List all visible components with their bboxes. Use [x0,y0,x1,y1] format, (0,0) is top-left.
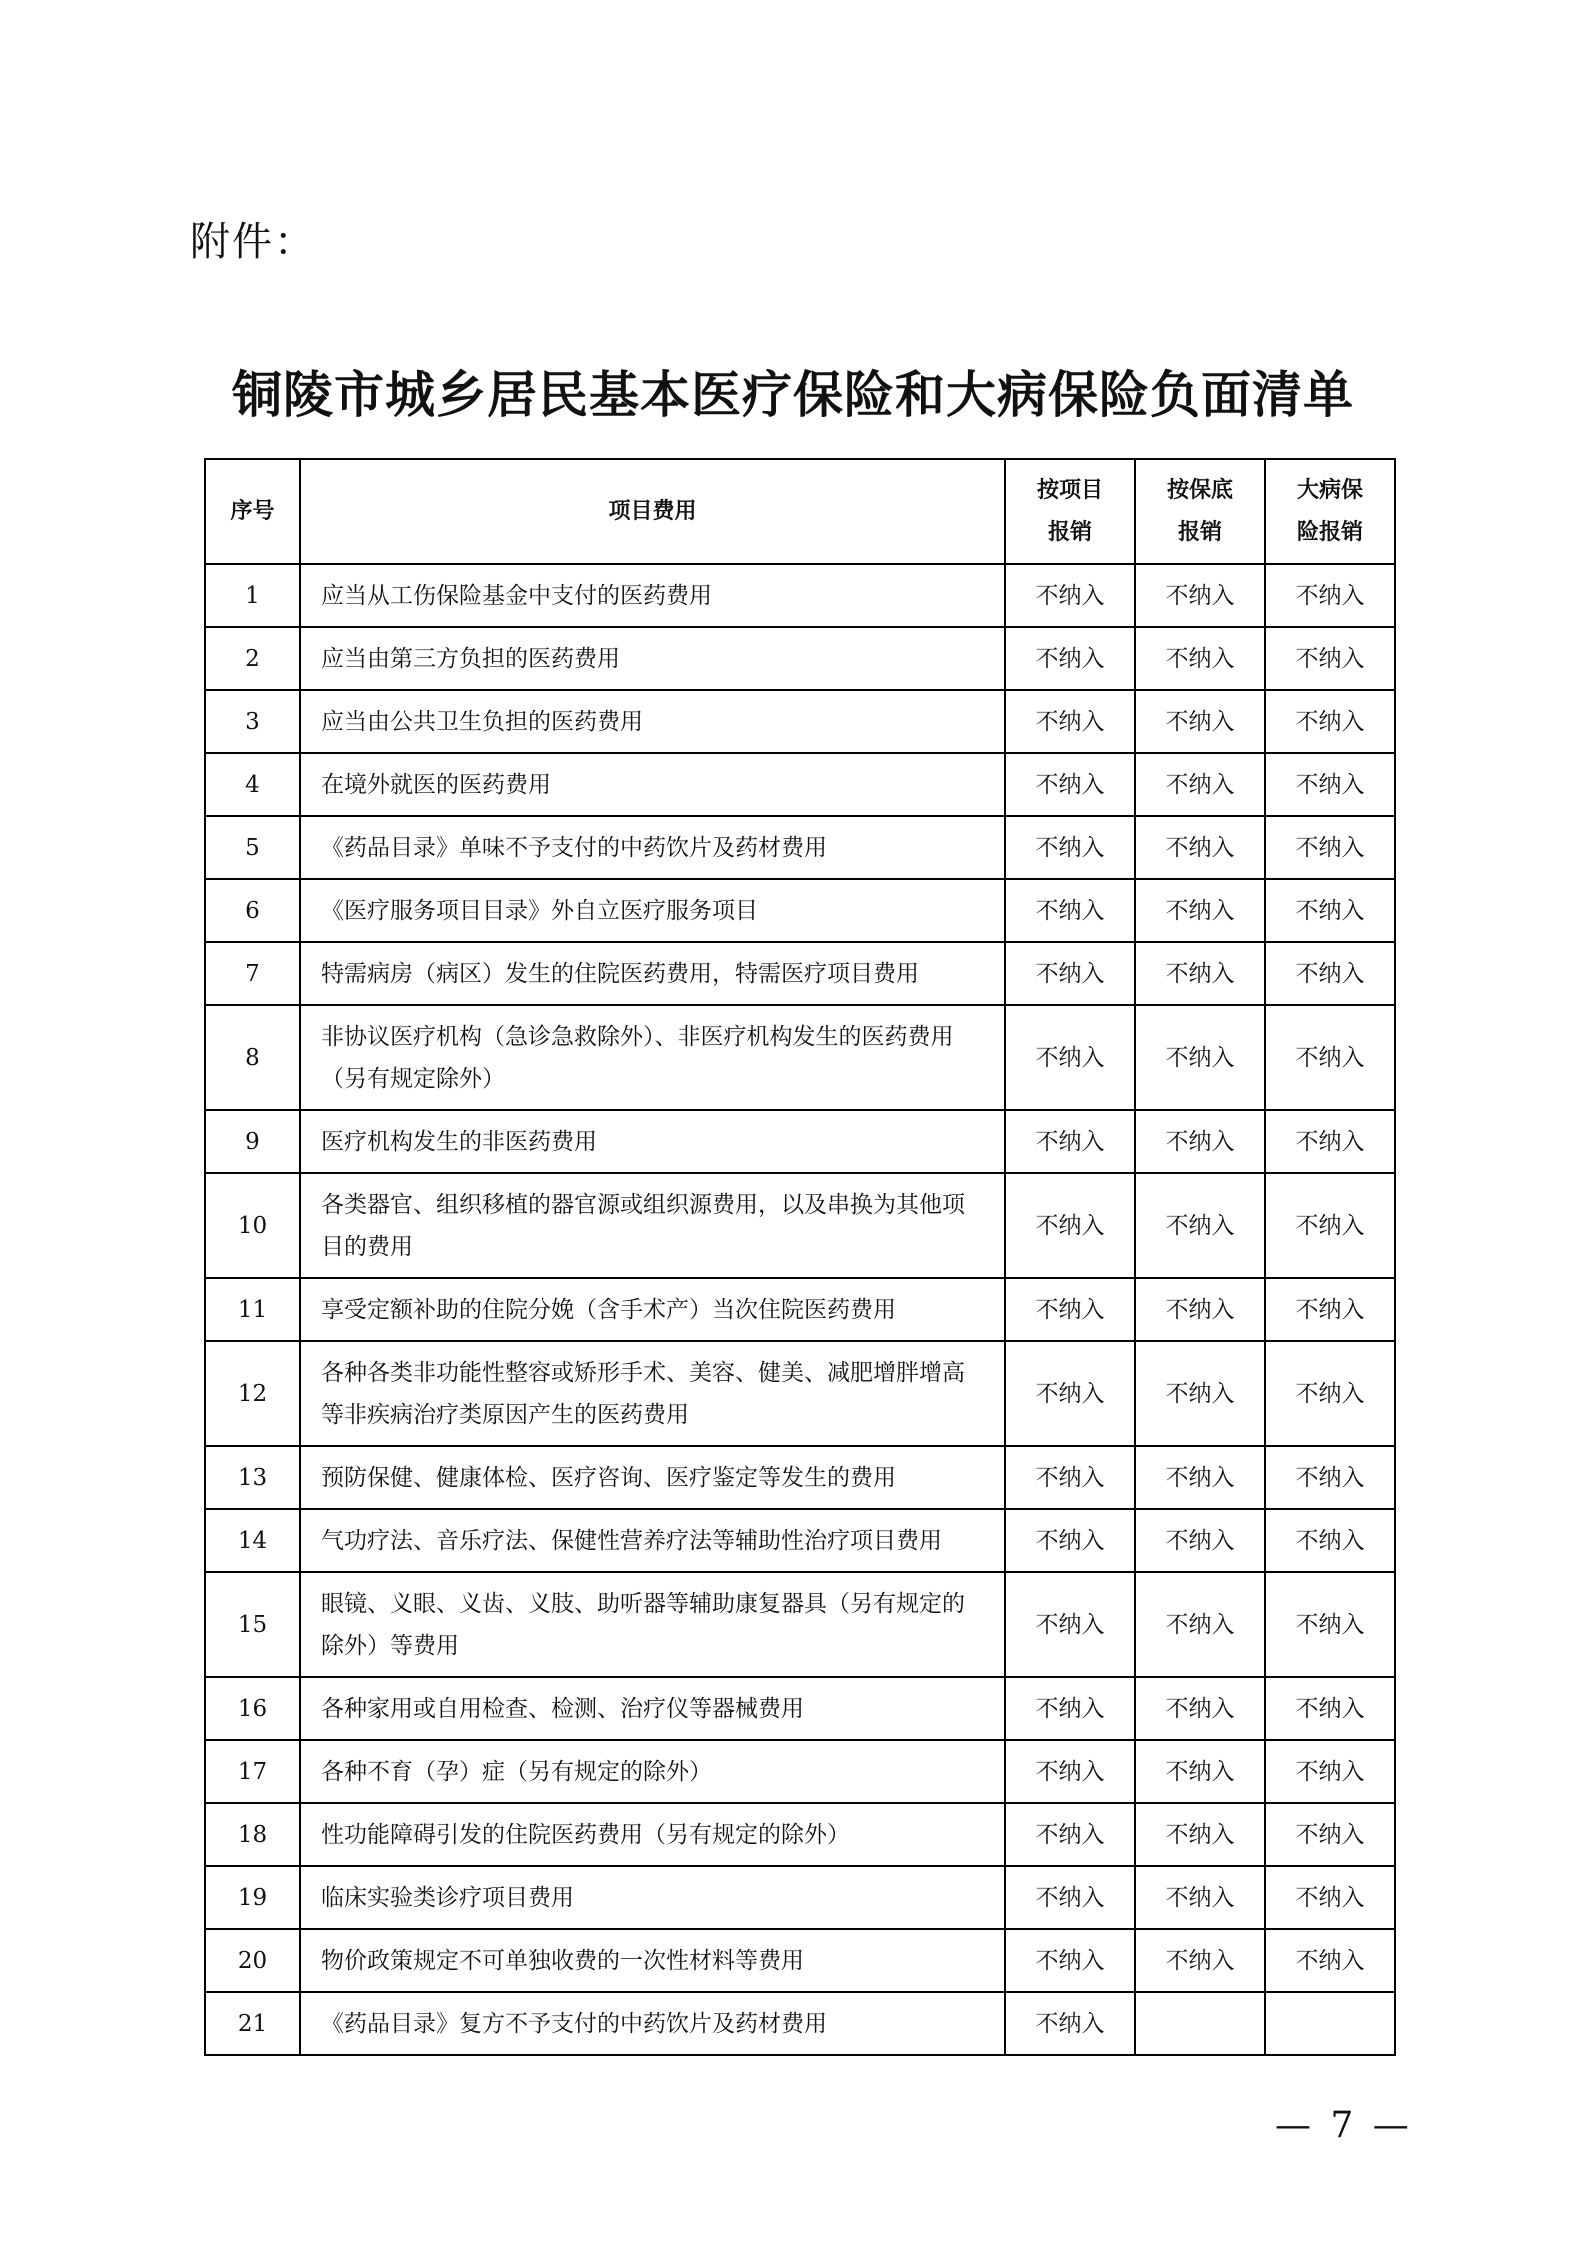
table-row [205,1446,1395,1509]
row-col-c: 不纳入 [1265,1446,1395,1509]
row-number: 1 [205,564,300,627]
row-col-a: 不纳入 [1005,1803,1135,1866]
table-row [205,816,1395,879]
table-header-row [205,459,1395,564]
row-col-b: 不纳入 [1135,1740,1265,1803]
row-col-b: 不纳入 [1135,1341,1265,1446]
row-number: 18 [205,1803,300,1866]
table-row [205,1173,1395,1278]
row-number: 14 [205,1509,300,1572]
header-col-a-line2: 报销 [1047,519,1092,545]
table-row [205,1866,1395,1929]
row-item: 各种家用或自用检查、检测、治疗仪等器械费用 [300,1677,1005,1740]
row-item: 各种各类非功能性整容或矫形手术、美容、健美、减肥增胖增高等非疾病治疗类原因产生的医药费用 [300,1341,1005,1446]
row-col-a: 不纳入 [1005,690,1135,753]
table-row [205,1929,1395,1992]
row-col-a: 不纳入 [1005,1740,1135,1803]
row-col-a: 不纳入 [1005,1278,1135,1341]
row-item: 医疗机构发生的非医药费用 [300,1110,1005,1173]
row-item: 物价政策规定不可单独收费的一次性材料等费用 [300,1929,1005,1992]
row-number: 15 [205,1572,300,1677]
row-col-b: 不纳入 [1135,879,1265,942]
row-item: 应当从工伤保险基金中支付的医药费用 [300,564,1005,627]
row-col-c: 不纳入 [1265,1929,1395,1992]
row-col-b: 不纳入 [1135,753,1265,816]
row-item: 气功疗法、音乐疗法、保健性营养疗法等辅助性治疗项目费用 [300,1509,1005,1572]
table-row [205,1278,1395,1341]
row-item: 应当由公共卫生负担的医药费用 [300,690,1005,753]
row-number: 12 [205,1341,300,1446]
row-col-a: 不纳入 [1005,1866,1135,1929]
row-col-b: 不纳入 [1135,1278,1265,1341]
row-col-c: 不纳入 [1265,1278,1395,1341]
row-item: 临床实验类诊疗项目费用 [300,1866,1005,1929]
row-col-a: 不纳入 [1005,816,1135,879]
table-row [205,564,1395,627]
row-col-c: 不纳入 [1265,1173,1395,1278]
row-col-a: 不纳入 [1005,1509,1135,1572]
row-item: 预防保健、健康体检、医疗咨询、医疗鉴定等发生的费用 [300,1446,1005,1509]
row-col-b: 不纳入 [1135,1110,1265,1173]
row-col-b: 不纳入 [1135,690,1265,753]
header-index: 序号 [205,459,300,564]
row-col-c: 不纳入 [1265,564,1395,627]
row-col-c: 不纳入 [1265,1677,1395,1740]
table-row [205,1572,1395,1677]
row-col-c: 不纳入 [1265,1866,1395,1929]
row-col-a: 不纳入 [1005,1341,1135,1446]
row-col-b: 不纳入 [1135,1866,1265,1929]
row-col-b: 不纳入 [1135,816,1265,879]
table-row [205,1740,1395,1803]
table-row [205,1803,1395,1866]
row-item: 各类器官、组织移植的器官源或组织源费用，以及串换为其他项目的费用 [300,1173,1005,1278]
row-number: 17 [205,1740,300,1803]
row-number: 8 [205,1005,300,1110]
row-item: 特需病房（病区）发生的住院医药费用，特需医疗项目费用 [300,942,1005,1005]
row-col-c: 不纳入 [1265,1740,1395,1803]
row-item: 应当由第三方负担的医药费用 [300,627,1005,690]
row-col-c: 不纳入 [1265,1005,1395,1110]
row-item: 眼镜、义眼、义齿、义肢、助听器等辅助康复器具（另有规定的除外）等费用 [300,1572,1005,1677]
row-number: 2 [205,627,300,690]
header-col-b-line1: 按保底 [1166,477,1233,503]
row-col-c: 不纳入 [1265,690,1395,753]
header-col-c-line1: 大病保 [1296,477,1363,503]
row-number: 6 [205,879,300,942]
row-col-c: 不纳入 [1265,1803,1395,1866]
row-item: 《药品目录》单味不予支付的中药饮片及药材费用 [300,816,1005,879]
row-col-a: 不纳入 [1005,879,1135,942]
row-col-c: 不纳入 [1265,753,1395,816]
header-col-c [1265,459,1395,564]
row-col-b: 不纳入 [1135,1929,1265,1992]
table-row [205,1110,1395,1173]
row-col-c [1265,1992,1395,2055]
row-number: 19 [205,1866,300,1929]
row-number: 9 [205,1110,300,1173]
row-col-a: 不纳入 [1005,1572,1135,1677]
row-number: 21 [205,1992,300,2055]
row-item: 在境外就医的医药费用 [300,753,1005,816]
table-body [205,564,1395,2055]
row-col-b: 不纳入 [1135,1446,1265,1509]
row-col-a: 不纳入 [1005,1446,1135,1509]
row-col-b: 不纳入 [1135,1509,1265,1572]
row-col-a: 不纳入 [1005,564,1135,627]
row-item: 《医疗服务项目目录》外自立医疗服务项目 [300,879,1005,942]
header-col-a [1005,459,1135,564]
row-number: 3 [205,690,300,753]
row-col-c: 不纳入 [1265,816,1395,879]
attachment-label: 附件： [190,219,316,265]
table-row [205,1677,1395,1740]
row-col-a: 不纳入 [1005,1677,1135,1740]
row-col-b: 不纳入 [1135,1173,1265,1278]
header-col-b [1135,459,1265,564]
header-item: 项目费用 [300,459,1005,564]
row-item: 各种不育（孕）症（另有规定的除外） [300,1740,1005,1803]
row-col-c: 不纳入 [1265,1341,1395,1446]
row-col-a: 不纳入 [1005,1173,1135,1278]
negative-list-table [204,458,1396,2056]
table-row [205,627,1395,690]
row-col-a: 不纳入 [1005,1992,1135,2055]
table-row [205,942,1395,1005]
row-item: 享受定额补助的住院分娩（含手术产）当次住院医药费用 [300,1278,1005,1341]
row-number: 20 [205,1929,300,1992]
row-col-a: 不纳入 [1005,942,1135,1005]
row-item: 非协议医疗机构（急诊急救除外）、非医疗机构发生的医药费用（另有规定除外） [300,1005,1005,1110]
row-number: 5 [205,816,300,879]
row-item: 《药品目录》复方不予支付的中药饮片及药材费用 [300,1992,1005,2055]
table-row [205,1341,1395,1446]
row-number: 7 [205,942,300,1005]
row-col-b: 不纳入 [1135,1572,1265,1677]
row-number: 10 [205,1173,300,1278]
row-number: 13 [205,1446,300,1509]
row-number: 11 [205,1278,300,1341]
header-col-c-line2: 险报销 [1296,519,1363,545]
row-col-a: 不纳入 [1005,627,1135,690]
table-row [205,1509,1395,1572]
row-col-b: 不纳入 [1135,564,1265,627]
row-col-c: 不纳入 [1265,1572,1395,1677]
header-col-b-line2: 报销 [1177,519,1222,545]
row-col-a: 不纳入 [1005,1005,1135,1110]
row-col-c: 不纳入 [1265,942,1395,1005]
row-col-c: 不纳入 [1265,627,1395,690]
row-number: 4 [205,753,300,816]
row-col-a: 不纳入 [1005,1929,1135,1992]
table-row [205,690,1395,753]
row-col-a: 不纳入 [1005,753,1135,816]
row-item: 性功能障碍引发的住院医药费用（另有规定的除外） [300,1803,1005,1866]
row-col-b: 不纳入 [1135,627,1265,690]
row-col-a: 不纳入 [1005,1110,1135,1173]
row-col-c: 不纳入 [1265,879,1395,942]
document-title: 铜陵市城乡居民基本医疗保险和大病保险负面清单 [232,365,1354,424]
row-col-b [1135,1992,1265,2055]
table-row [205,753,1395,816]
row-col-b: 不纳入 [1135,942,1265,1005]
page-number: — 7 — [1275,2105,1413,2146]
table-row [205,1992,1395,2055]
row-col-b: 不纳入 [1135,1677,1265,1740]
table-row [205,879,1395,942]
row-col-b: 不纳入 [1135,1005,1265,1110]
row-col-c: 不纳入 [1265,1110,1395,1173]
table-row [205,1005,1395,1110]
header-col-a-line1: 按项目 [1036,477,1103,503]
row-number: 16 [205,1677,300,1740]
row-col-c: 不纳入 [1265,1509,1395,1572]
row-col-b: 不纳入 [1135,1803,1265,1866]
